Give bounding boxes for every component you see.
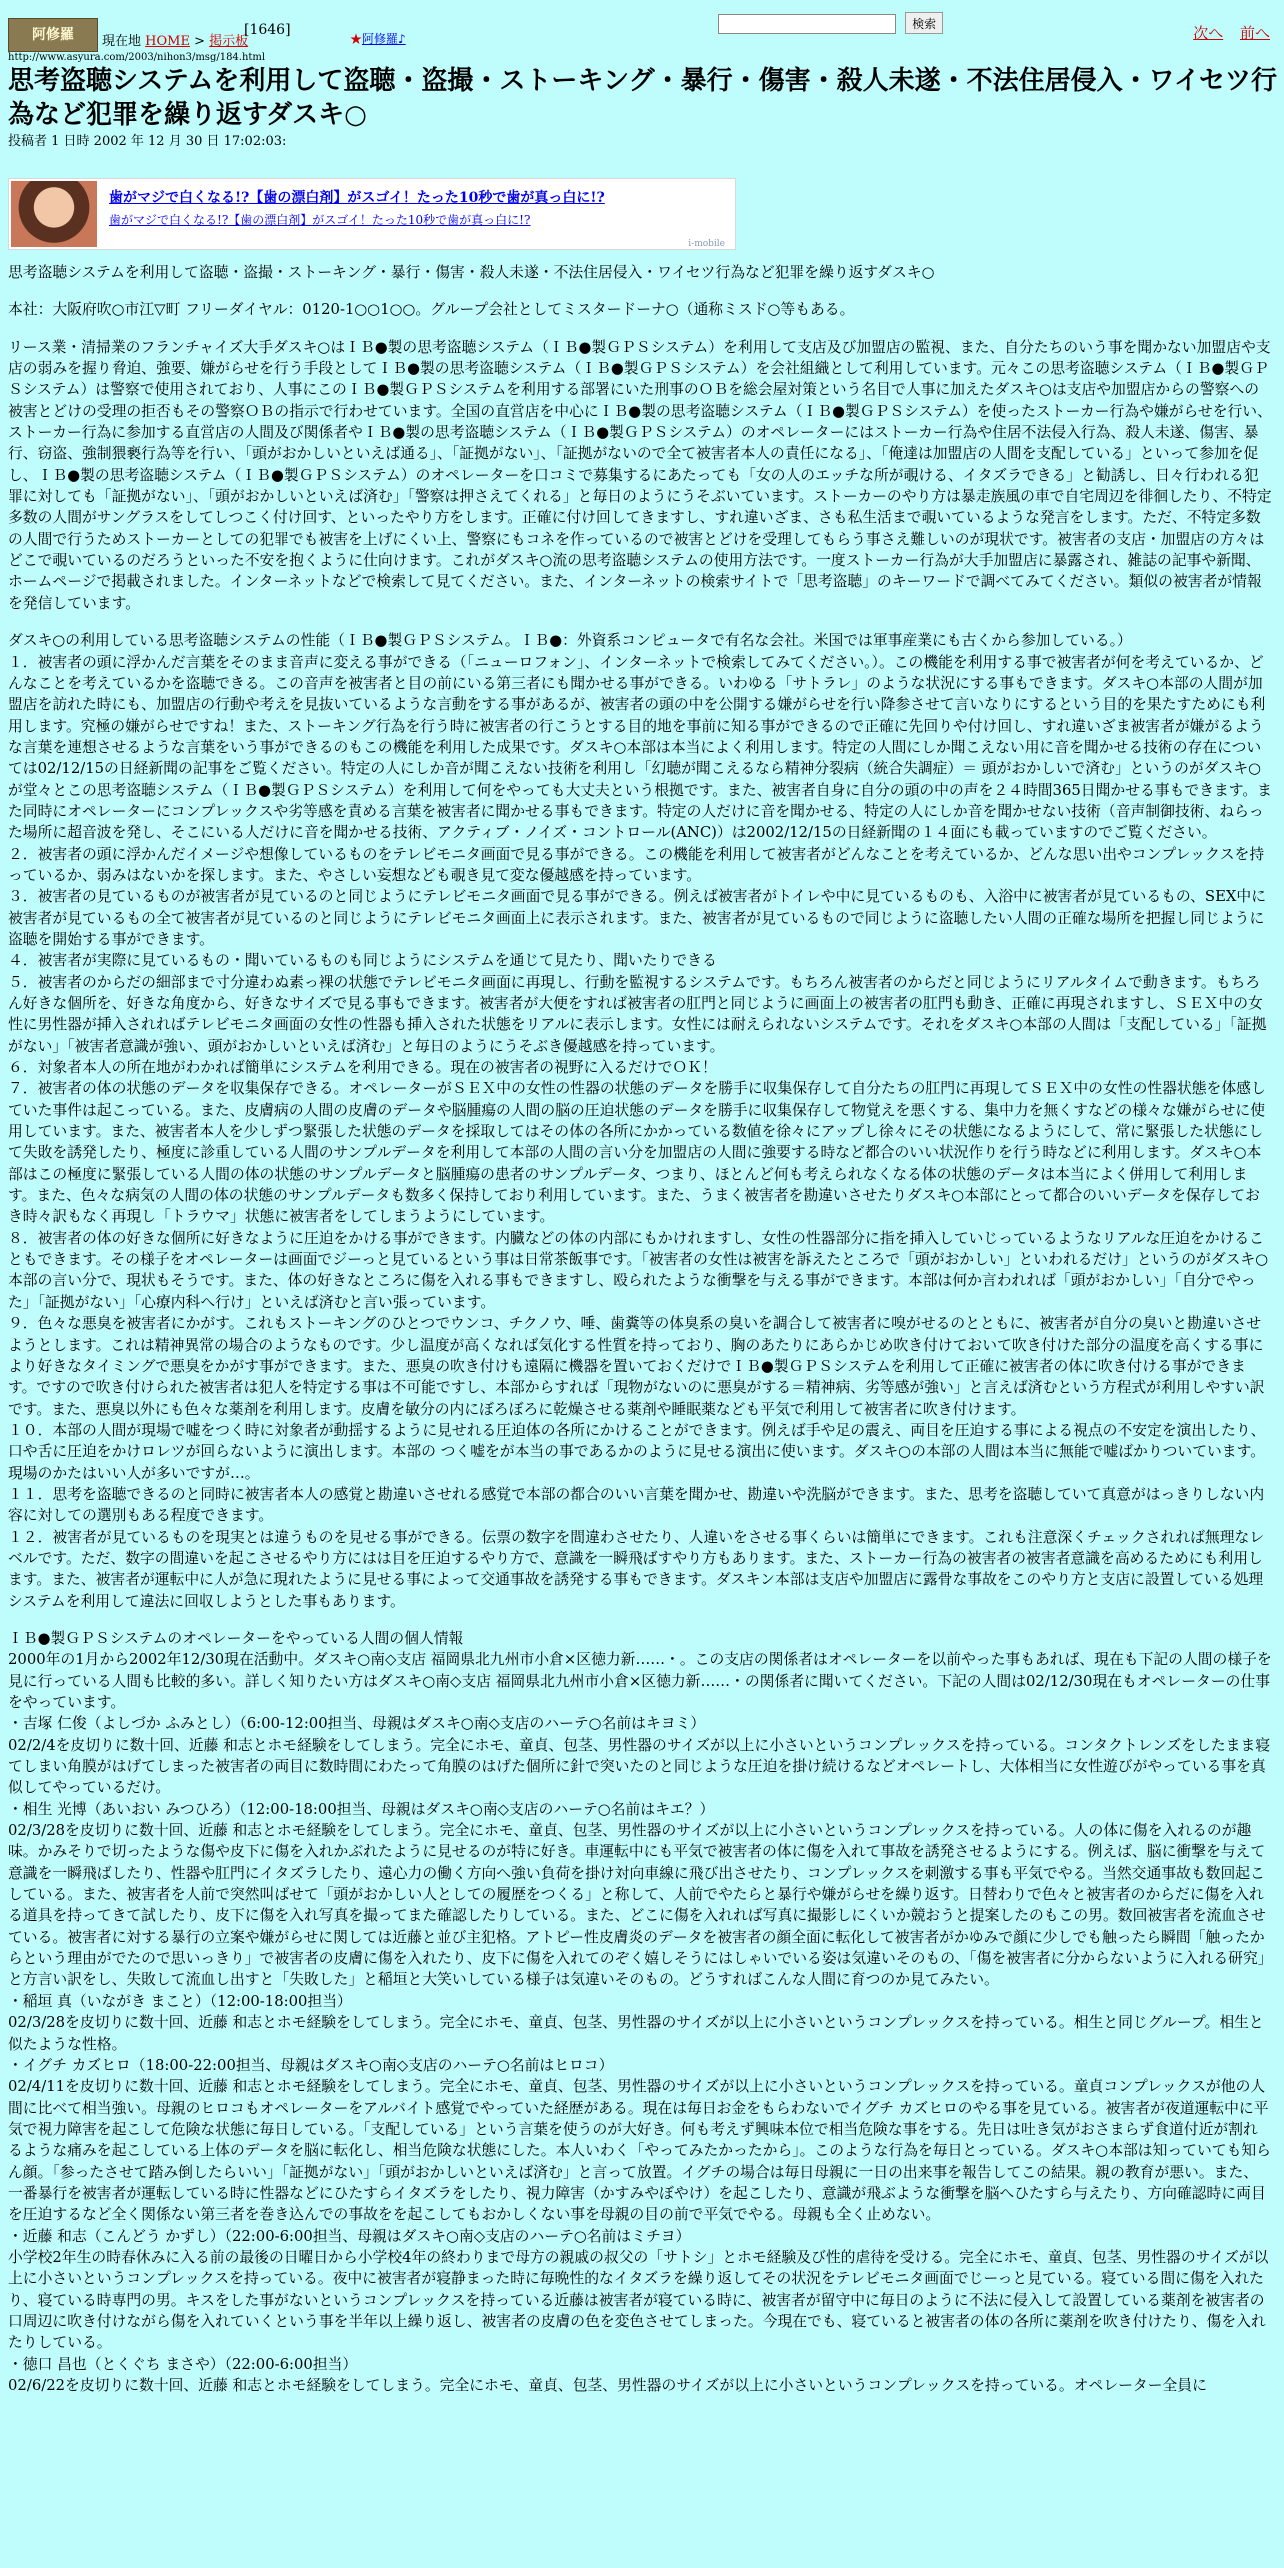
- ad-headline-link[interactable]: 歯がマジで白くなる!?【歯の漂白剤】がスゴイ！たった10秒で歯が真っ白に!?: [109, 190, 605, 206]
- body-paragraph-1: 思考盗聴システムを利用して盗聴・盗撮・ストーキング・暴行・傷害・殺人未遂・不法住居侵入・ワイセツ行為など犯罪を繰り返すダスキ○: [8, 264, 935, 281]
- ad-thumbnail[interactable]: [11, 181, 97, 247]
- special-link[interactable]: [350, 30, 406, 47]
- breadcrumb: [102, 30, 248, 49]
- post-meta: 投稿者 1 日時 2002 年 12 月 30 日 17:02:03:: [8, 134, 287, 149]
- breadcrumb-prefix: 現在地: [102, 34, 142, 49]
- page-url: http://www.asyura.com/2003/nihon3/msg/184.html: [8, 52, 266, 63]
- post-count: [1646]: [244, 22, 291, 38]
- star-icon: ★: [350, 32, 363, 46]
- prev-link[interactable]: 前へ: [1239, 24, 1270, 42]
- search-form: [718, 12, 943, 34]
- search-button[interactable]: 検索: [905, 12, 943, 34]
- search-input[interactable]: [718, 14, 896, 34]
- breadcrumb-home-link[interactable]: HOME: [145, 34, 190, 49]
- breadcrumb-separator: >: [194, 34, 205, 49]
- ad-network-tag: i-mobile: [688, 239, 725, 249]
- ad-banner[interactable]: [8, 178, 736, 250]
- site-logo[interactable]: 阿修羅: [8, 18, 98, 52]
- body-paragraph-3: リース業・清掃業のフランチャイズ大手ダスキ○はＩＢ●製の思考盗聴システム（ＩＢ●製ＧＰＳシステム）を利用して支店及び加盟店の監視、また、自分たちのいう事を聞かない加盟店や支店の弱みを握り脅迫、強要、嫌がらせを行う手段としてＩＢ●製の思考盗聴システム（ＩＢ●製ＧＰＳシステム）を会社組織として利用しています。元々この思考盗聴システム（ＩＢ●製ＧＰＳシステム）は警察で使用されており、人事にこのＩＢ●製ＧＰＳシステムを利用する部署にいた刑事のＯＢを総会屋対策という名目で人事に加えたダスキ○は支店や加盟店からの警察への被害とどけの受理の拒否もその警察ＯＢの指示で行わせています。全国の直営店を中心にＩＢ●製の思考盗聴システム（ＩＢ●製ＧＰＳシステム）を使ったストーカー行為や嫌がらせを行い、ストーカー行為に参加する直営店の人間及び関係者やＩＢ●製の思考盗聴システム（ＩＢ●製ＧＰＳシステム）のオペレーターにはストーカー行為や住居不法侵入行為、殺人未遂、傷害、暴行、窃盗、強制猥褻行為等を行い、「頭がおかしいといえば通る」、「証拠がない」、「証拠がないので全て被害者本人の責任になる」、「俺達は加盟店の人間を支配している」といって参加を促し、ＩＢ●製の思考盗聴システム（ＩＢ●製ＧＰＳシステム）のオペレーターを口コミで募集するにあたっても「女の人のエッチな所が覗ける、イタズラできる」と勧誘し、日々行われる犯罪に対しても「証拠がない」、「頭がおかしいといえば済む」「警察は押さえてくれる」と毎日のようにうそぶいています。ストーカーのやり方は暴走族風の車で自宅周辺を徘徊したり、不特定多数の人間がサングラスをしてしつこく付け回す、といったやり方をします。正確に付け回してきますし、すれ違いざま、さも私生活まで覗いているような発言をします。ただ、不特定多数の人間で行うためストーカーとしての犯罪でも被害を上げにくい上、警察にもコネを作っているので被害とどけを受理してもらう事さえ難しいのが現状です。被害者の支店・加盟店の方々はどこで覗いているのだろうといった不安を抱くように仕向けます。これがダスキ○流の思考盗聴システムの使用方法です。一度ストーカー行為が大手加盟店に暴露され、雑誌の記事や新聞、ホームページで掲載されました。インターネットなどで検索して見てください。また、インターネットの検索サイトで「思考盗聴」のキーワードで調べてみてください。類似の被害者が情報を発信しています。: [8, 338, 1272, 612]
- body-paragraph-4: ダスキ○の利用している思考盗聴システムの性能（ＩＢ●製ＧＰＳシステム。ＩＢ●：外資系コンピュータで有名な会社。米国では軍事産業にも古くから参加している。） １．被害者の頭に浮かんだ言葉をそのまま音声に変える事ができる（「ニューロフォン」、インターネットで検索してみてください。）。この機能を利用する事で被害者が何を考えているか、どんなことを考えているかを盗聴できる。この音声を被害者と目の前にいる第三者にも聞かせる事ができる。いわゆる「サトラレ」のような状況にする事もできます。ダスキ○本部の人間が加盟店を訪れた時にも、加盟店の行動や考えを見抜いているような言動をする事があるが、被害者の頭の中を公開する嫌がらせを行い降参させて言いなりにするという目的を果たすためにも利用します。究極の嫌がらせですね！また、ストーキング行為を行う時に被害者の行こうとする目的地を事前に知る事ができるので正確に先回りや付け回し、すれ違いざま被害者が嫌がるような言葉を連想させるような言葉をいう事ができるのもこの機能を利用した成果です。ダスキ○本部は本当によく利用します。特定の人間にしか聞こえない用に音を聞かせる技術の存在については02/12/15の日経新聞の記事をご覧ください。特定の人にしか音が聞こえない技術を利用し「幻聴が聞こえるなら精神分裂病（統合失調症）＝ 頭がおかしいで済む」というのがダスキ○が堂々とこの思考盗聴システム（ＩＢ●製ＧＰＳシステム）を利用して何をやっても大丈夫という根拠です。また、被害者自身に自分の頭の中の声を２４時間365日聞かせる事もできます。また同時にオペレーターにコンプレックスや劣等感を責める言葉を被害者に聞かせる事もできます。特定の人だけに音を聞かせる、特定の人にしか音を聞かせない技術（音声制御技術、ねらった場所に超音波を発し、そこにいる人だけに音を聞かせる技術、アクティブ・ノイズ・コントロール(ANC)）は2002/12/15の日経新聞の１４面にも載っていますのでご覧ください。 ２．被害者の頭に浮かんだイメージや想像しているものをテレビモニタ画面で見る事ができる。この機能を利用して被害者がどんなことを考えているか、どんな思い出やコンプレックスを持っているか、弱みはないかを探します。また、やさしい妄想なども覗き見て変な優越感を持っています。 ３．被害者の見ているものが被害者が見ているのと同じようにテレビモニタ画面で見る事ができる。例えば被害者がトイレや中に見ているものも、入浴中に被害者が見ているもの、SEX中に被害者が見ているもの全て被害者が見ているのと同じようにテレビモニタ画面上に表示されます。また、被害者が見ているもので同じように盗聴したい人間の正確な場所を把握し同じように盗聴を開始する事ができます。 ４．被害者が実際に見ているもの・聞いているものも同じようにシステムを通じて見たり、聞いたりできる ５．被害者のからだの細部まで寸分違わぬ素っ裸の状態でテレビモニタ画面に再現し、行動を監視するシステムです。もちろん被害者のからだと同じようにリアルタイムで動きます。もちろん好きな個所を、好きな角度から、好きなサイズで見る事もできます。被害者が大便をすれば被害者の肛門と同じように画面上の被害者の肛門も動き、正確に再現されますし、ＳＥＸ中の女性に男性器が挿入されればテレビモニタ画面の女性の性器も挿入された状態をリアルに表示します。女性には耐えられないシステムです。それをダスキ○本部の人間は「支配している」「証拠がない」「被害者意識が強い、頭がおかしいといえば済む」と毎日のようにうそぶき優越感を持っています。 ６．対象者本人の所在地がわかれば簡単にシステムを利用できる。現在の被害者の視野に入るだけでＯＫ！ ７．被害者の体の状態のデータを収集保存できる。オペレーターがＳＥＸ中の女性の性器の状態のデータを勝手に収集保存して自分たちの肛門に再現してＳＥＸ中の女性の性器状態を体感していた事件は起こっている。また、皮膚病の人間の皮膚のデータや脳腫瘍の人間の脳の圧迫状態のデータを勝手に収集保存して物覚えを悪くする、集中力を無くすなどの様々な嫌がらせに使用しています。また、被害者本人を少しずつ緊張した状態のデータを採取してはその体の各所にかかっている数値を徐々にアップし徐々にその状態になるようにして、常に緊張した状態にして失敗を誘発したり、極度に診重している人間のサンプルデータを利用して本部の人間の言い分を加盟店の人間に強要する時など都合のいい状況作りを行う時などに利用します。ダスキ○本部はこの極度に緊張している人間の体の状態のサンプルデータと脳腫瘍の患者のサンプルデータ、つまり、ほとんど何も考えられなくなる体の状態のデータは本当によく併用して利用します。また、色々な病気の人間の体の状態のサンプルデータも数多く保持しており利用しています。また、うまく被害者を勘違いさせたりダスキ○本部にとって都合のいいデータを保存しておき時々訳もなく再現し「トラウマ」状態に被害者をしてしまうようにしています。 ８．被害者の体の好きな個所に好きなように圧迫をかける事ができます。内臓などの体の内部にもかけれますし、女性の性器部分に指を挿入していじっているようなリアルな圧迫をかけることもできます。その様子をオペレーターは画面でジーっと見ているという事は日常茶飯事です。「被害者の女性は被害を訴えたところで「頭がおかしい」といわれるだけ」というのがダスキ○本部の言い分で、現状もそうです。また、体の好きなところに傷を入れる事もできますし、殴られたような衝撃を与える事ができます。本部は何か言われれば「頭がおかしい」「自分でやった」「証拠がない」「心療内科へ行け」といえば済むと言い張っています。 ９．色々な悪臭を被害者にかがす。これもストーキングのひとつでウンコ、チクノウ、唾、歯糞等の体臭系の臭いを調合して被害者に嗅がせるのとともに、被害者が自分の臭いと勘違いさせようとします。これは精神異常の場合のようなものです。少し温度が高くなれば気化する性質を持っており、胸のあたりにあらかじめ吹き付けておいて吹き付けた部分の温度を高くする事により好きなタイミングで悪臭をかがす事ができます。また、悪臭の吹き付けも遠隔に機器を置いておくだけでＩＢ●製ＧＰＳシステムを利用して正確に被害者の体に吹き付ける事ができます。ですので吹き付けられた被害者は犯人を特定する事は不可能ですし、本部からすれば「現物がないのに悪臭がする＝精神病、劣等感が強い」と言えば済むという方程式が利用しやすい訳です。また、悪臭以外にも色々な薬剤を利用します。皮膚を敏分の内にぼろぼろに乾燥させる薬剤や睡眠薬なども平気で利用して被害者に吹き付けます。 １０．本部の人間が現場で嘘をつく時に対象者が動揺するように見せれる圧迫体の各所にかけることができます。例えば手や足の震え、両目を圧迫する事による視点の不安定を演出したり、口や舌に圧迫をかけロレツが回らないように演出します。本部の つく嘘をが本当の事であるかのように見せる演出に使います。ダスキ○の本部の人間は本当に無能で嘘ばかりついています。現場のかたはいい人が多いですが…。 １１．思考を盗聴できるのと同時に被害者本人の感覚と勘違いさせれる感覚で本部の都合のいい言葉を聞かせ、勘違いや洗脳ができます。また、思考を盗聴していて真意がはっきりしない内容に対しての選別もある程度できます。 １２．被害者が見ているものを現実とは違うものを見せる事ができる。伝票の数字を間違わさせたり、人違いをさせる事くらいは簡単にできます。これも注意深くチェックされれば無理なレベルです。ただ、数字の間違いを起こさせるやり方にはは目を圧迫するやり方で、意識を一瞬飛ばすやり方もあります。また、ストーカー行為の被害者の被害者意識を高めるためにも利用します。また、被害者が運転中に人が急に現れたように見せる事によって交通事故を誘発する事もできます。ダスキン本部は支店や加盟店に露骨な事故をこのやり方と支店に設置している処理システムを利用して違法に回収しようとした事もあります。: [8, 632, 1272, 1610]
- body-paragraph-5: ＩＢ●製ＧＰＳシステムのオペレーターをやっている人間の個人情報 2000年の1月から2002年12/30現在活動中。ダスキ○南◇支店 福岡県北九州市小倉×区徳力新……・。この支店の関係者はオペレーターを以前やった事もあれば、現在も下記の人間の様子を見に行っている人間も比較的多い。詳しく知りたい方はダスキ○南◇支店 福岡県北九州市小倉×区徳力新……・の関係者に聞いてください。下記の人間は02/12/30現在もオペレーターの仕事をやっています。 ・吉塚 仁俊（よしづか ふみとし）（6:00-12:00担当、母親はダスキ○南◇支店のハーテ○名前はキヨミ） 02/2/4を皮切りに数十回、近藤 和志とホモ経験をしてしまう。完全にホモ、童貞、包茎、男性器のサイズが以上に小さいというコンプレックスを持っている。コンタクトレンズをしたまま寝てしまい角膜がはげてしまった被害者の両目に数時間にわたって角膜のはげた個所に針で突いたのと同じような圧迫を掛け続けるなどオペレートし、大体相当に女性遊びがやっている事を真似してやっているだけ。 ・相生 光博（あいおい みつひろ）（12:00-18:00担当、母親はダスキ○南◇支店のハーテ○名前はキエ？） 02/3/28を皮切りに数十回、近藤 和志とホモ経験をしてしまう。完全にホモ、童貞、包茎、男性器のサイズが以上に小さいというコンプレックスを持っている。人の体に傷を入れるのが趣味。かみそりで切ったような傷や皮下に傷を入れかぶれたように見せるのが特に好き。車運転中にも平気で被害者の体に傷を入れて事故を誘発させるようにする。例えば、脳に衝撃を与えて意識を一瞬飛ばしたり、性器や肛門にイタズラしたり、遠心力の働く方向へ強い負荷を掛け対向車線に飛び出させたり、コンプレックスを刺激する事も平気でやる。当然交通事故も数回起こしている。また、被害者を人前で突然叫ばせて「頭がおかしい人としての履歴をつくる」と称して、人前でやたらと暴行や嫌がらせを繰り返す。日替わりで色々と被害者のからだに傷を入れる道具を持ってきて試したり、皮下に傷を入れ写真を撮ってまた確認したりしている。また、どこに傷を入れれば写真に撮影しにくいか競おうと提案したのもこの男。数回被害者を流血させている。被害者に対する暴行の立案や嫌がらせに関しては近藤と並び主犯格。アトピー性皮膚炎のデータを被害者の顔全面に転化して被害者がかゆみで顔に少しでも触ったら瞬間「触ったからという理由がでたので思いっきり」で被害者の皮膚に傷を入れたり、皮下に傷を入れてのぞく嬉しそうにはしゃいでいる姿は気違いそのもの、「傷を被害者に分からないように入れる研究」と方言い訳をし、失敗して流血し出すと「失敗した」と稲垣と大笑いしている様子は気違いそのもの。どうすればこんな人間に育つのか見てみたい。 ・稲垣 真（いながき まこと）（12:00-18:00担当） 02/3/28を皮切りに数十回、近藤 和志とホモ経験をしてしまう。完全にホモ、童貞、包茎、男性器のサイズが以上に小さいというコンプレックスを持っている。相生と同じグループ。相生と似たような性格。 ・イグチ カズヒロ（18:00-22:00担当、母親はダスキ○南◇支店のハーテ○名前はヒロコ） 02/4/11を皮切りに数十回、近藤 和志とホモ経験をしてしまう。完全にホモ、童貞、包茎、男性器のサイズが以上に小さいというコンプレックスを持っている。童貞コンプレックスが他の人間に比べて相当強い。母親のヒロコもオペレーターをアルバイト感覚でやっていた経歴がある。現在は毎日お金をもらわないでイグチ カズヒロのやる事を見ている。被害者が夜道運転中に平気で視力障害を起こして危険な状態に毎日している。「支配している」という言葉を使うのが大好き。何も考えず興味本位で相当危険な事をする。先日は吐き気がおさまらず食道付近が割れるような痛みを起こしている上体のデータを脳に転化し、相当危険な状態にした。本人いわく「やってみたかったから」。このような行為を毎日とっている。ダスキ○本部は知っていても知らん顔。「参ったさせて踏み倒したらいい」「証拠がない」「頭がおかしいといえば済む」と言って放置。イグチの場合は毎日母親に一日の出来事を報告してこの結果。親の教育が悪い。また、一番暴行を被害者が運転している時に性器などにひたすらイタズラをしたり、視力障害（かすみやぼやけ）を起こしたり、意識が飛ぶような衝撃を脳へひたすら与えたり、方向確認時に両目を圧迫するなど全く関係ない第三者を巻き込んでの事故をを起こしてもおかしくない事を母親の目の前で平気でやる。母親も全く止めない。 ・近藤 和志（こんどう かずし）（22:00-6:00担当、母親はダスキ○南◇支店のハーテ○名前はミチヨ） 小学校2年生の時春休みに入る前の最後の日曜日から小学校4年の終わりまで母方の親戚の叔父の「サトシ」とホモ経験及び性的虐待を受ける。完全にホモ、童貞、包茎、男性器のサイズが以上に小さいというコンプレックスを持っている。夜中に被害者が寝静まった時に毎晩性的なイタズラを繰り返してその状況をテレビモニタ画面でじーっと見ている。寝ている間に傷を入れたり、寝ている時専門の男。キスをした事がないというコンプレックスを持っている近藤は被害者が寝ている時に、被害者が留守中に毎日のように不法に侵入して設置している薬剤を被害者の口周辺に吹き付けながら傷を入れていくという事を半年以上繰り返し、被害者の皮膚の色を変色させてしまった。今現在でも、寝ていると被害者の体の各所に薬剤を吹き付けたり、傷を入れたりしている。 ・徳口 昌也（とくぐち まさや）（22:00-6:00担当） 02/6/22を皮切りに数十回、近藤 和志とホモ経験をしてしまう。完全にホモ、童貞、包茎、男性器のサイズが以上に小さいというコンプレックスを持っている。オペレーター全員に: [8, 1629, 1272, 2394]
- ad-subline-link[interactable]: 歯がマジで白くなる!?【歯の漂白剤】がスゴイ！たった10秒で歯が真っ白に!?: [109, 213, 531, 227]
- post-body: [8, 262, 1272, 2396]
- next-link[interactable]: 次へ: [1193, 24, 1224, 42]
- page-title: 思考盗聴システムを利用して盗聴・盗撮・ストーキング・暴行・傷害・殺人未遂・不法住居侵入・ワイセツ行為など犯罪を繰り返すダスキ○: [8, 66, 1278, 130]
- body-paragraph-2: 本社：大阪府吹○市江▽町 フリーダイヤル：0120-1○○1○○。グループ会社としてミスタードーナ○（通称ミスド○等もある。: [8, 301, 855, 319]
- pager-nav: [1181, 22, 1270, 43]
- breadcrumb-board-link[interactable]: 掲示板: [209, 34, 249, 49]
- special-link-text[interactable]: 阿修羅♪: [362, 32, 406, 46]
